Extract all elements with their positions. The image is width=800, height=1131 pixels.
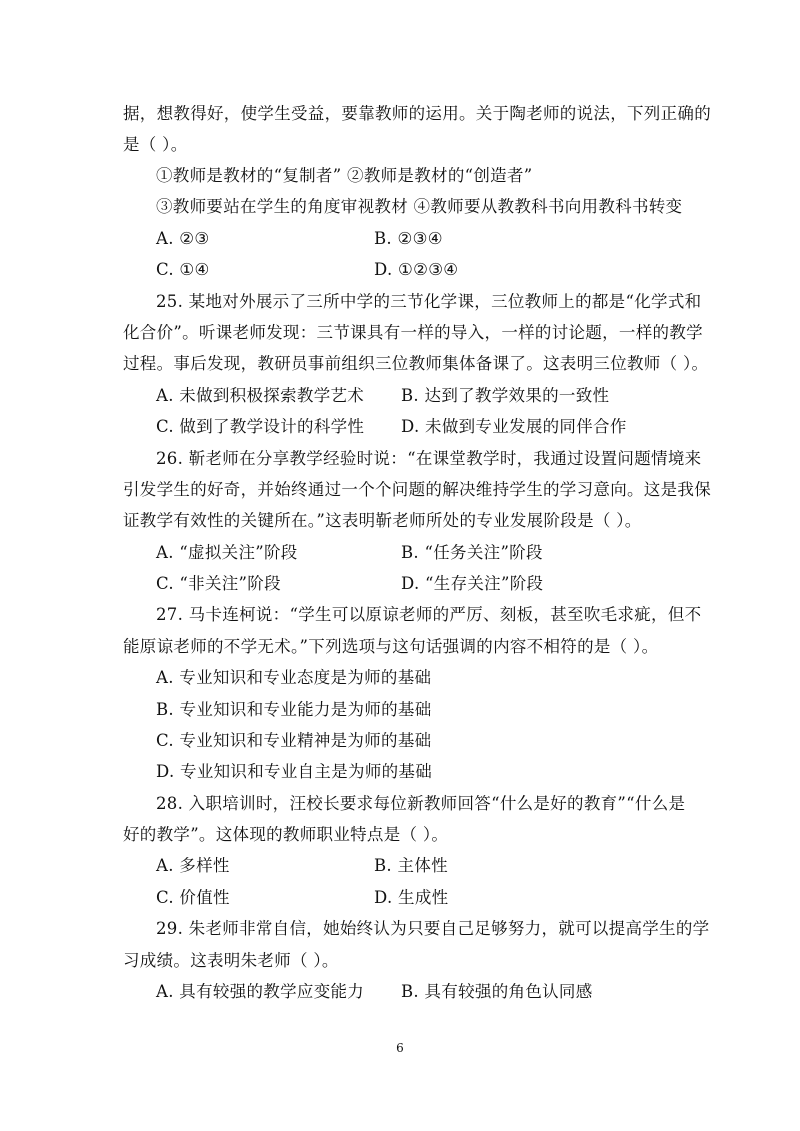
- q24-option-a: A. ②③: [156, 229, 210, 248]
- q26-option-a: A. “虚拟关注”阶段: [156, 543, 298, 562]
- q25-stem-line-1: 25. 某地对外展示了三所中学的三节化学课，三位教师上的都是“化学式和: [156, 292, 702, 311]
- q24-statements-1-2: ①教师是教材的“复制者” ②教师是教材的“创造者”: [156, 166, 533, 185]
- q26-stem-line-3: 证教学有效性的关键所在。”这表明靳老师所处的专业发展阶段是（ ）。: [123, 511, 642, 530]
- q29-stem-line-1: 29. 朱老师非常自信，她始终认为只要自己足够努力，就可以提高学生的学: [156, 919, 710, 938]
- q26-stem-line-2: 引发学生的好奇，并始终通过一个个问题的解决维持学生的学习意向。这是我保: [123, 480, 711, 499]
- q28-option-d: D. 生成性: [374, 888, 449, 907]
- q29-stem-line-2: 习成绩。这表明朱老师（ ）。: [123, 951, 339, 970]
- q27-option-a: A. 专业知识和专业态度是为师的基础: [156, 668, 432, 687]
- q27-stem-line-1: 27. 马卡连柯说：“学生可以原谅老师的严厉、刻板，甚至吹毛求疵，但不: [156, 605, 702, 624]
- q25-option-b: B. 达到了教学效果的一致性: [401, 386, 610, 405]
- q24-stem-line-1: 据，想教得好，使学生受益，要靠教师的运用。关于陶老师的说法，下列正确的: [123, 104, 711, 123]
- q26-option-c: C. “非关注”阶段: [156, 574, 281, 593]
- q24-option-d: D. ①②③④: [374, 260, 459, 279]
- q28-option-a: A. 多样性: [156, 856, 230, 875]
- q24-stem-line-2: 是（ ）。: [123, 135, 188, 154]
- q28-stem-line-1: 28. 入职培训时，汪校长要求每位新教师回答“什么是好的教育”“什么是: [156, 794, 686, 813]
- q26-option-d: D. “生存关注”阶段: [401, 574, 544, 593]
- q25-stem-line-3: 过程。事后发现，教研员事前组织三位教师集体备课了。这表明三位教师（ ）。: [123, 354, 709, 373]
- q25-option-c: C. 做到了教学设计的科学性: [156, 417, 365, 436]
- q29-option-a: A. 具有较强的教学应变能力: [156, 982, 365, 1001]
- page-number: 6: [396, 1041, 404, 1055]
- q24-option-b: B. ②③④: [374, 229, 443, 248]
- q24-statements-3-4: ③教师要站在学生的角度审视教材 ④教师要从教教科书向用教科书转变: [156, 197, 683, 216]
- q27-option-b: B. 专业知识和专业能力是为师的基础: [156, 700, 432, 719]
- q28-stem-line-2: 好的教学”。这体现的教师职业特点是（ ）。: [123, 825, 449, 844]
- q27-option-c: C. 专业知识和专业精神是为师的基础: [156, 731, 432, 750]
- q29-option-b: B. 具有较强的角色认同感: [401, 982, 593, 1001]
- q24-option-c: C. ①④: [156, 260, 210, 279]
- q27-option-d: D. 专业知识和专业自主是为师的基础: [156, 762, 433, 781]
- q25-option-a: A. 未做到积极探索教学艺术: [156, 386, 365, 405]
- q25-stem-line-2: 化合价”。听课老师发现：三节课具有一样的导入，一样的讨论题，一样的教学: [123, 323, 703, 342]
- q26-option-b: B. “任务关注”阶段: [401, 543, 543, 562]
- q25-option-d: D. 未做到专业发展的同伴合作: [401, 417, 627, 436]
- q28-option-b: B. 主体性: [374, 856, 448, 875]
- q28-option-c: C. 价值性: [156, 888, 230, 907]
- q26-stem-line-1: 26. 靳老师在分享教学经验时说：“在课堂教学时，我通过设置问题情境来: [156, 449, 702, 468]
- q27-stem-line-2: 能原谅老师的不学无术。”下列选项与这句话强调的内容不相符的是（ ）。: [123, 637, 659, 656]
